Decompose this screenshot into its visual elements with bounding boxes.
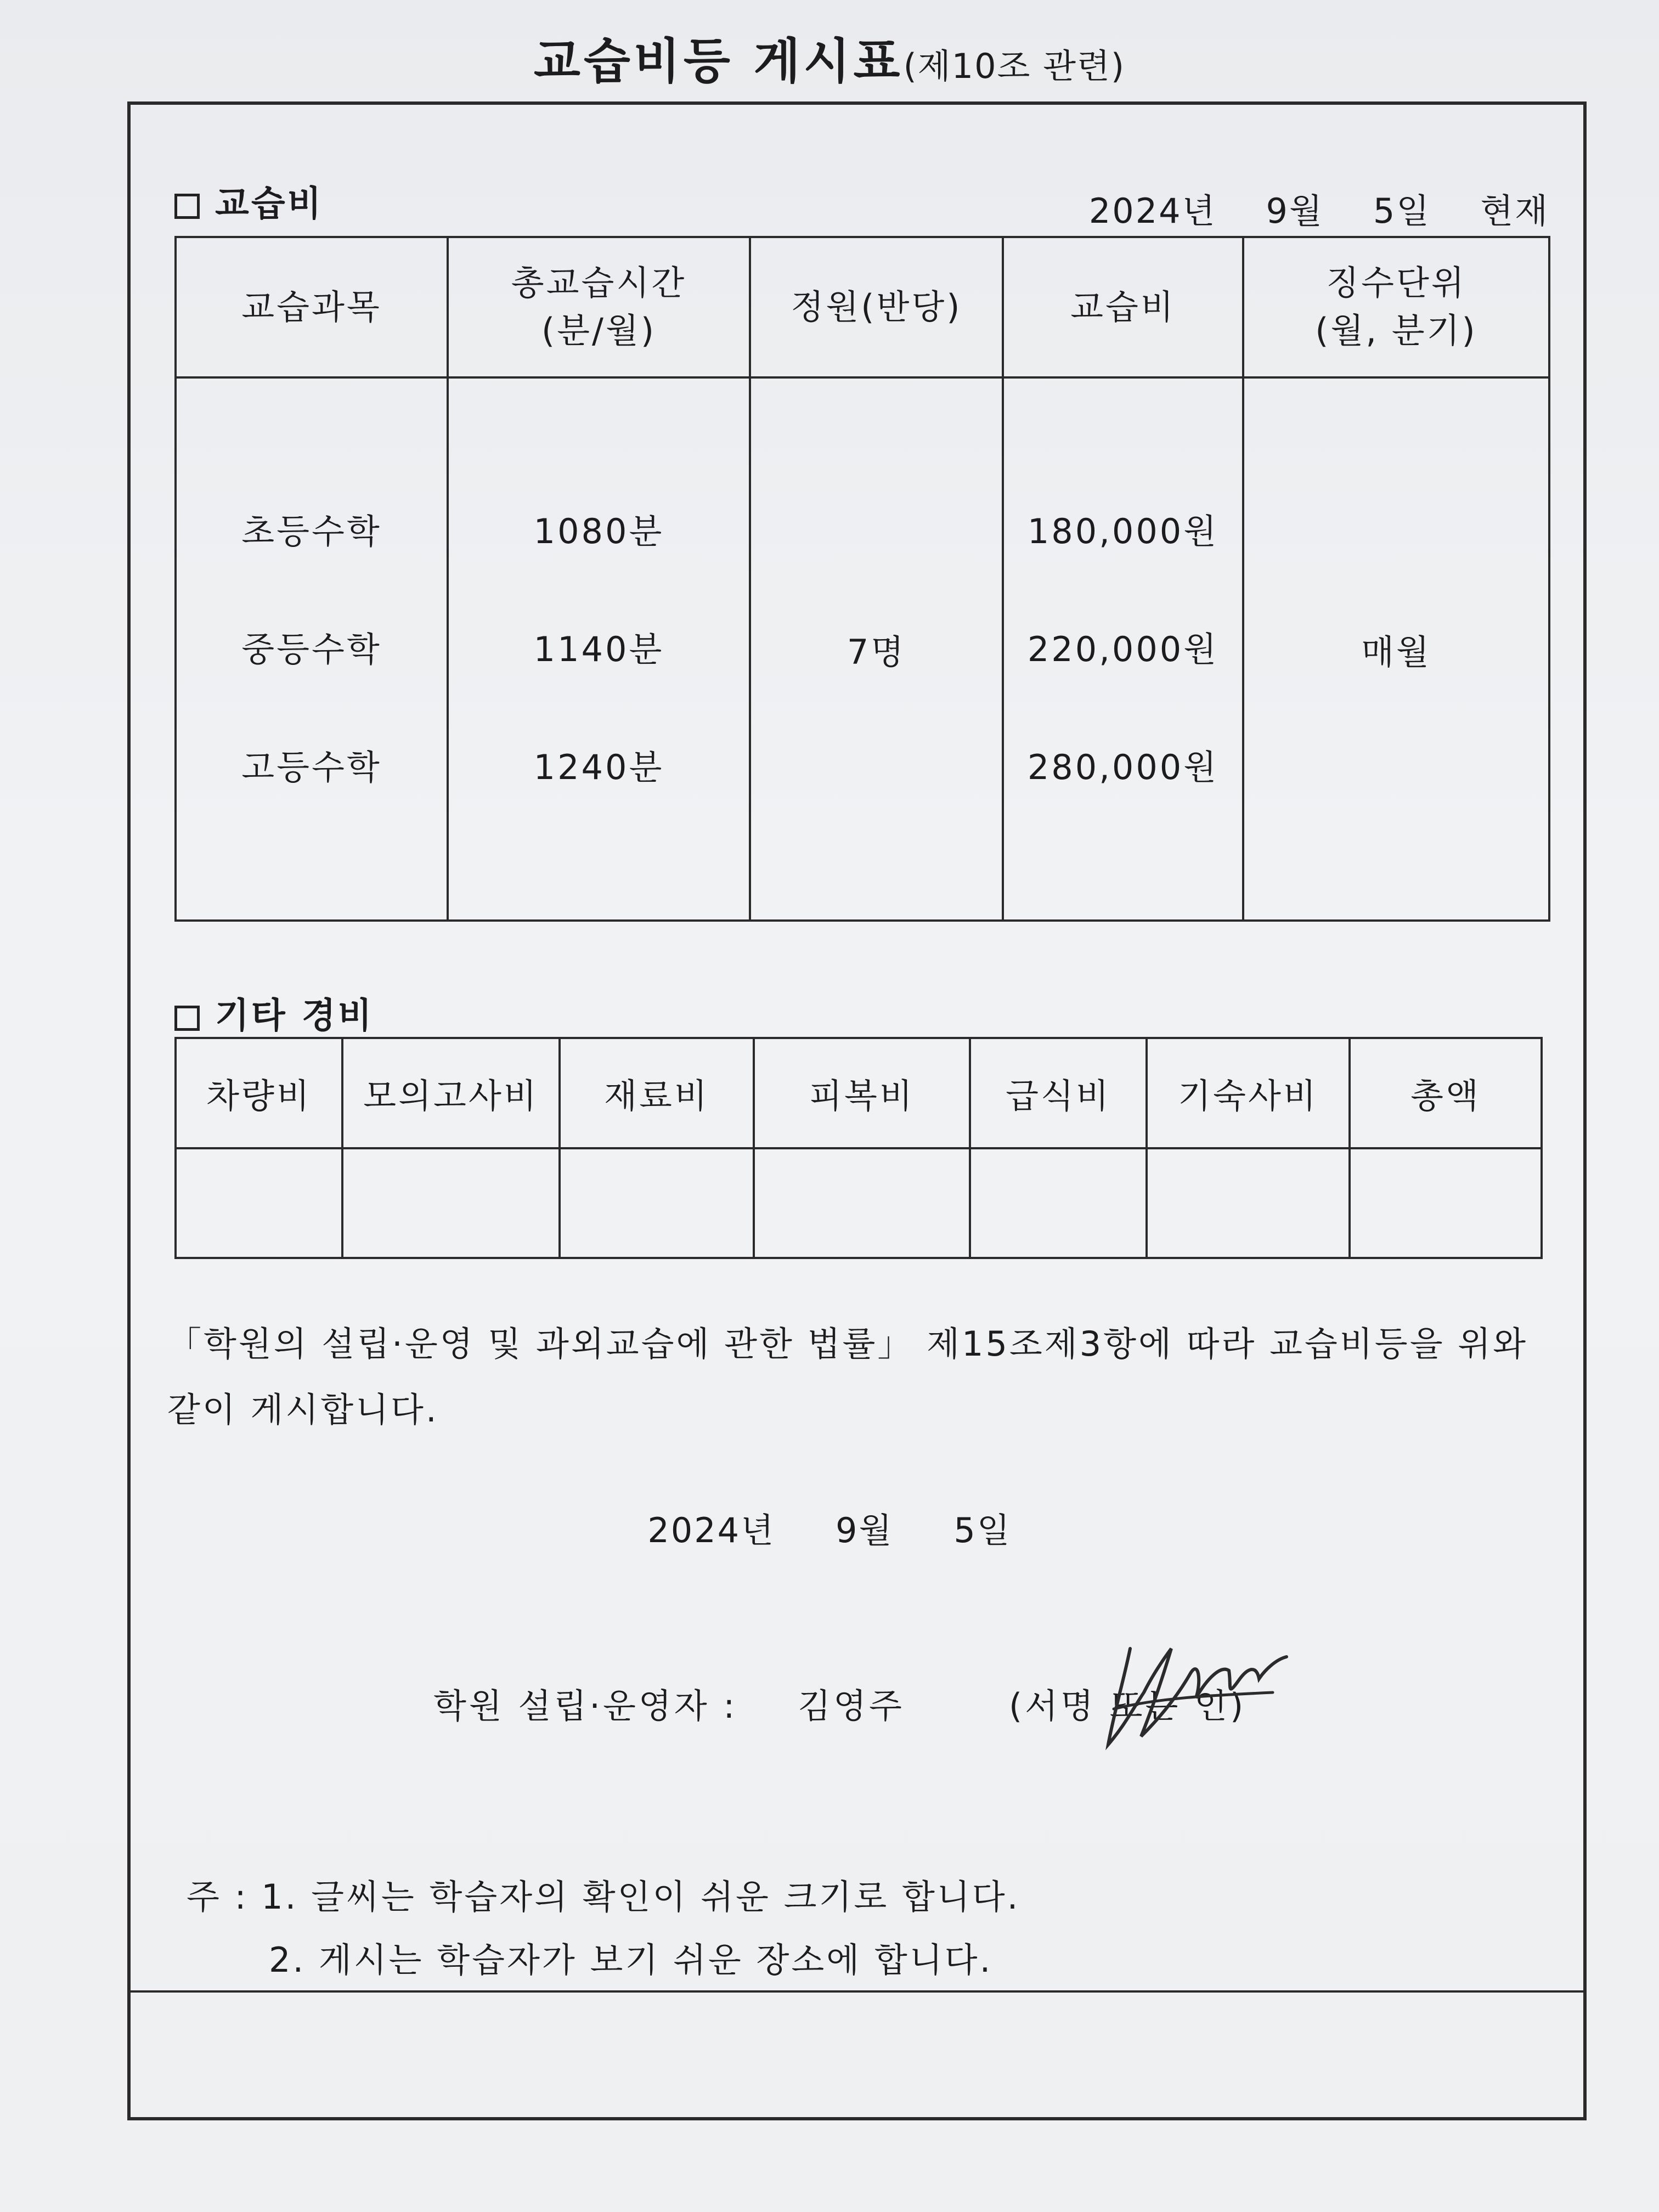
minutes-cell bbox=[448, 377, 750, 921]
column-header: 총액 bbox=[1350, 1038, 1542, 1148]
subject-value: 고등수학 bbox=[241, 747, 382, 787]
column-header: 기숙사비 bbox=[1147, 1038, 1350, 1148]
column-header: 재료비 bbox=[560, 1038, 754, 1148]
column-header: 피복비 bbox=[754, 1038, 970, 1148]
signing-year: 2024년 bbox=[647, 1510, 775, 1550]
other-costs-header-row bbox=[176, 1038, 1542, 1148]
as-of-date bbox=[1089, 184, 1549, 233]
subject-value: 중등수학 bbox=[241, 629, 382, 669]
seal-label: (서명 또는 인) bbox=[1008, 1686, 1246, 1726]
column-header: 차량비 bbox=[176, 1038, 342, 1148]
column-header: 징수단위 (월, 분기) bbox=[1243, 237, 1549, 377]
empty-cell bbox=[560, 1148, 754, 1258]
tuition-body-row bbox=[176, 377, 1549, 921]
signing-date bbox=[0, 1503, 1659, 1552]
fee-value: 220,000원 bbox=[1027, 629, 1219, 669]
column-header: 교습과목 bbox=[176, 237, 448, 377]
column-header: 모의고사비 bbox=[342, 1038, 560, 1148]
other-costs-value-row bbox=[176, 1148, 1542, 1258]
other-costs-table bbox=[174, 1037, 1543, 1259]
empty-cell bbox=[1350, 1148, 1542, 1258]
footnote-prefix: 주 : bbox=[187, 1877, 249, 1917]
minutes-value: 1240분 bbox=[533, 747, 664, 787]
as-of-month: 9월 bbox=[1266, 191, 1324, 231]
operator-name: 김영주 bbox=[798, 1686, 905, 1726]
signing-month: 9월 bbox=[836, 1510, 894, 1550]
footnotes bbox=[187, 1865, 1020, 1991]
column-header: 급식비 bbox=[970, 1038, 1147, 1148]
empty-cell bbox=[970, 1148, 1147, 1258]
other-costs-section-label: 기타 경비 bbox=[215, 996, 374, 1036]
handwritten-signature bbox=[1092, 1627, 1300, 1758]
footnote-1 bbox=[187, 1865, 1020, 1928]
subject-cell bbox=[176, 377, 448, 921]
notice-paragraph: 「학원의 설립·운영 및 과외교습에 관한 법률」 제15조제3항에 따라 교습비등을 위와 같이 게시합니다. bbox=[167, 1324, 1528, 1430]
minutes-value: 1140분 bbox=[533, 629, 664, 669]
footnote-text: 2. 게시는 학습자가 보기 쉬운 장소에 합니다. bbox=[269, 1940, 993, 1980]
column-header: 총교습시간 (분/월) bbox=[448, 237, 750, 377]
other-costs-section-heading bbox=[174, 988, 374, 1038]
minutes-value: 1080분 bbox=[533, 511, 664, 551]
empty-cell bbox=[342, 1148, 560, 1258]
collection-unit-cell: 매월 bbox=[1243, 377, 1549, 921]
tuition-table bbox=[174, 236, 1550, 922]
as-of-suffix: 현재 bbox=[1480, 191, 1549, 231]
checkbox-icon bbox=[174, 1006, 200, 1031]
checkbox-icon bbox=[174, 194, 200, 219]
tuition-section-label: 교습비 bbox=[215, 184, 324, 224]
fee-value: 180,000원 bbox=[1027, 511, 1219, 551]
fee-cell bbox=[1003, 377, 1243, 921]
title-text: 교습비등 게시표 bbox=[533, 33, 904, 89]
empty-cell bbox=[1147, 1148, 1350, 1258]
footnote-text: 1. 글씨는 학습자의 확인이 쉬운 크기로 합니다. bbox=[261, 1877, 1020, 1917]
footnote-2 bbox=[187, 1928, 1020, 1991]
document-title bbox=[0, 23, 1659, 92]
column-header: 정원(반당) bbox=[750, 237, 1003, 377]
empty-cell bbox=[754, 1148, 970, 1258]
signing-day: 5일 bbox=[953, 1510, 1012, 1550]
column-header: 교습비 bbox=[1003, 237, 1243, 377]
empty-cell bbox=[176, 1148, 342, 1258]
tuition-header-row bbox=[176, 237, 1549, 377]
capacity-cell: 7명 bbox=[750, 377, 1003, 921]
operator-role-label: 학원 설립·운영자 : bbox=[433, 1686, 738, 1726]
subject-value: 초등수학 bbox=[241, 511, 382, 551]
as-of-day: 5일 bbox=[1373, 191, 1431, 231]
title-subtitle: (제10조 관련) bbox=[903, 46, 1126, 86]
tuition-section-heading bbox=[174, 176, 323, 226]
fee-value: 280,000원 bbox=[1027, 747, 1219, 787]
as-of-year: 2024년 bbox=[1088, 191, 1217, 231]
